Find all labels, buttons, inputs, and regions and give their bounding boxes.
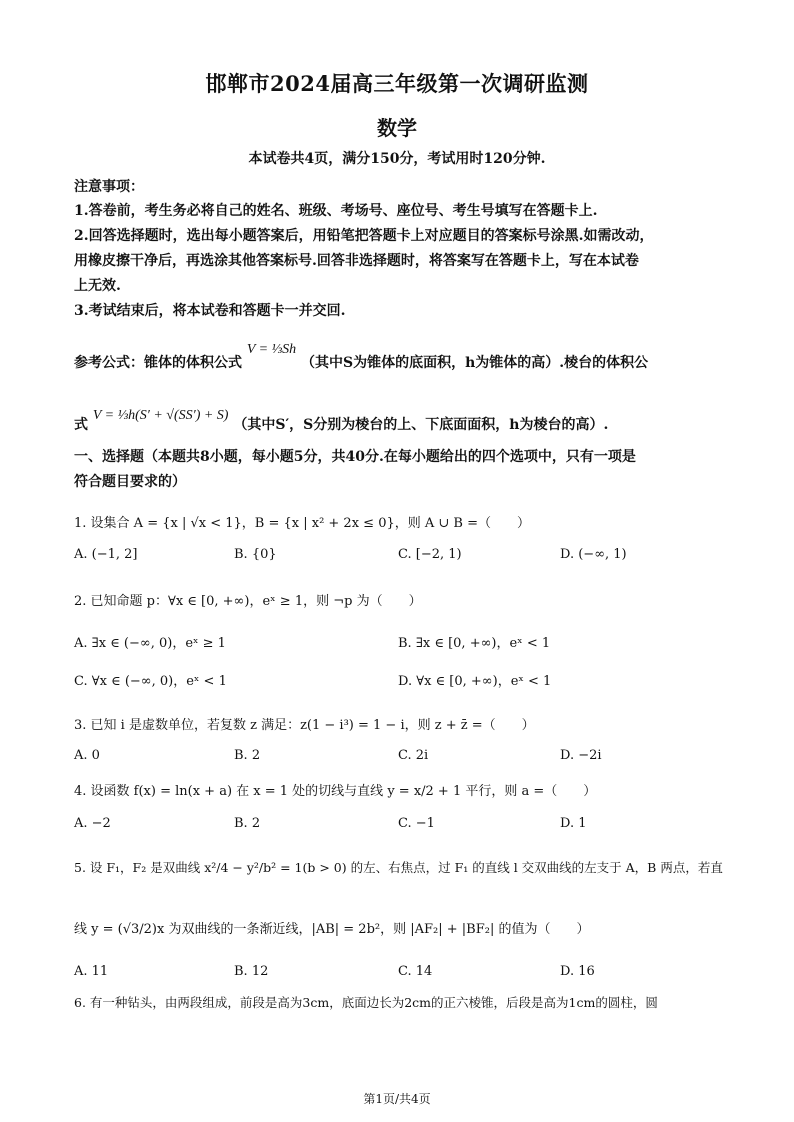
question-4-option-a: A. −2	[74, 816, 111, 831]
formula-2-prefix: 式	[74, 417, 88, 433]
question-1-option-b: B. {0}	[234, 547, 277, 562]
question-4-stem: 4. 设函数 f(x) = ln(x + a) 在 x = 1 处的切线与直线 y = x/2 + 1 平行，则 a =（ ）	[74, 784, 597, 799]
frustum-volume-formula: V = ⅓h(S′ + √(SS′) + S)	[92, 408, 229, 423]
question-2-option-d: D. ∀x ∈ [0, +∞)，eˣ < 1	[398, 674, 552, 689]
formula-line-2	[74, 408, 722, 434]
formula-2-suffix: （其中S′，S分别为棱台的上、下底面面积，h为棱台的高）.	[233, 417, 609, 433]
question-1-stem: 1. 设集合 A = {x | √x < 1}，B = {x | x² + 2x ≤ 0}，则 A ∪ B =（ ）	[74, 516, 530, 531]
notice-item-1: 1.答卷前，考生务必将自己的姓名、班级、考场号、座位号、考生号填写在答题卡上.	[74, 203, 598, 219]
question-2-option-b: B. ∃x ∈ [0, +∞)，eˣ < 1	[398, 636, 551, 651]
section-1-line-1: 一、选择题（本题共8小题，每小题5分，共40分.在每小题给出的四个选项中，只有一项是	[74, 449, 636, 465]
notice-item-2b: 用橡皮擦干净后，再选涂其他答案标号.回答非选择题时，将答案写在答题卡上，写在本试卷	[74, 253, 639, 269]
question-3-option-b: B. 2	[234, 748, 261, 763]
question-2-option-a: A. ∃x ∈ (−∞, 0)，eˣ ≥ 1	[74, 636, 226, 651]
question-2-option-c: C. ∀x ∈ (−∞, 0)，eˣ < 1	[74, 674, 227, 689]
formula-line-1	[74, 342, 722, 372]
exam-info: 本试卷共4页，满分150分，考试用时120分钟.	[248, 151, 546, 167]
question-1-option-c: C. [−2, 1)	[398, 547, 462, 562]
question-3-option-a: A. 0	[74, 748, 100, 763]
question-1-option-d: D. (−∞, 1)	[560, 547, 627, 562]
question-4-option-b: B. 2	[234, 816, 261, 831]
question-6-stem: 6. 有一种钻头，由两段组成，前段是高为3cm，底面边长为2cm的正六棱锥，后段是高为1cm的圆柱，圆	[74, 995, 658, 1010]
formula-1-suffix: （其中S为锥体的底面积，h为锥体的高）.棱台的体积公	[301, 355, 649, 371]
section-1-line-2: 符合题目要求的）	[74, 474, 186, 490]
page-footer: 第1页/共4页	[363, 1092, 431, 1106]
question-4-option-c: C. −1	[398, 816, 435, 831]
question-5-stem-2: 线 y = (√3/2)x 为双曲线的一条渐近线，|AB| = 2b²，则 |AF₂| + |BF₂| 的值为（ ）	[74, 922, 590, 937]
question-1-option-a: A. (−1, 2]	[74, 547, 138, 562]
question-3-option-d: D. −2i	[560, 748, 602, 763]
notice-item-2a: 2.回答选择题时，选出每小题答案后，用铅笔把答题卡上对应题目的答案标号涂黑.如需改动，	[74, 228, 654, 244]
question-5-option-a: A. 11	[74, 964, 109, 979]
cone-volume-formula: V = ⅓Sh	[246, 342, 297, 357]
notice-item-2c: 上无效.	[74, 278, 121, 294]
notice-heading: 注意事项：	[74, 179, 144, 195]
question-5-option-d: D. 16	[560, 964, 595, 979]
question-3-option-c: C. 2i	[398, 748, 429, 763]
exam-title: 邯郸市2024届高三年级第一次调研监测	[205, 71, 589, 96]
question-4-option-d: D. 1	[560, 816, 587, 831]
question-5-option-b: B. 12	[234, 964, 269, 979]
exam-subject: 数学	[377, 116, 417, 140]
formula-1-prefix: 参考公式：锥体的体积公式	[74, 355, 242, 371]
question-2-stem: 2. 已知命题 p：∀x ∈ [0, +∞)，eˣ ≥ 1，则 ¬p 为（ ）	[74, 594, 422, 609]
question-5-stem-1: 5. 设 F₁，F₂ 是双曲线 x²/4 − y²/b² = 1(b > 0) 的左、右焦点，过 F₁ 的直线 l 交双曲线的左支于 A，B 两点，若直	[74, 860, 723, 875]
question-3-stem: 3. 已知 i 是虚数单位，若复数 z 满足：z(1 − i³) = 1 − i，则 z + z̄ =（ ）	[74, 718, 535, 733]
question-5-option-c: C. 14	[398, 964, 433, 979]
notice-item-3: 3.考试结束后，将本试卷和答题卡一并交回.	[74, 303, 346, 319]
